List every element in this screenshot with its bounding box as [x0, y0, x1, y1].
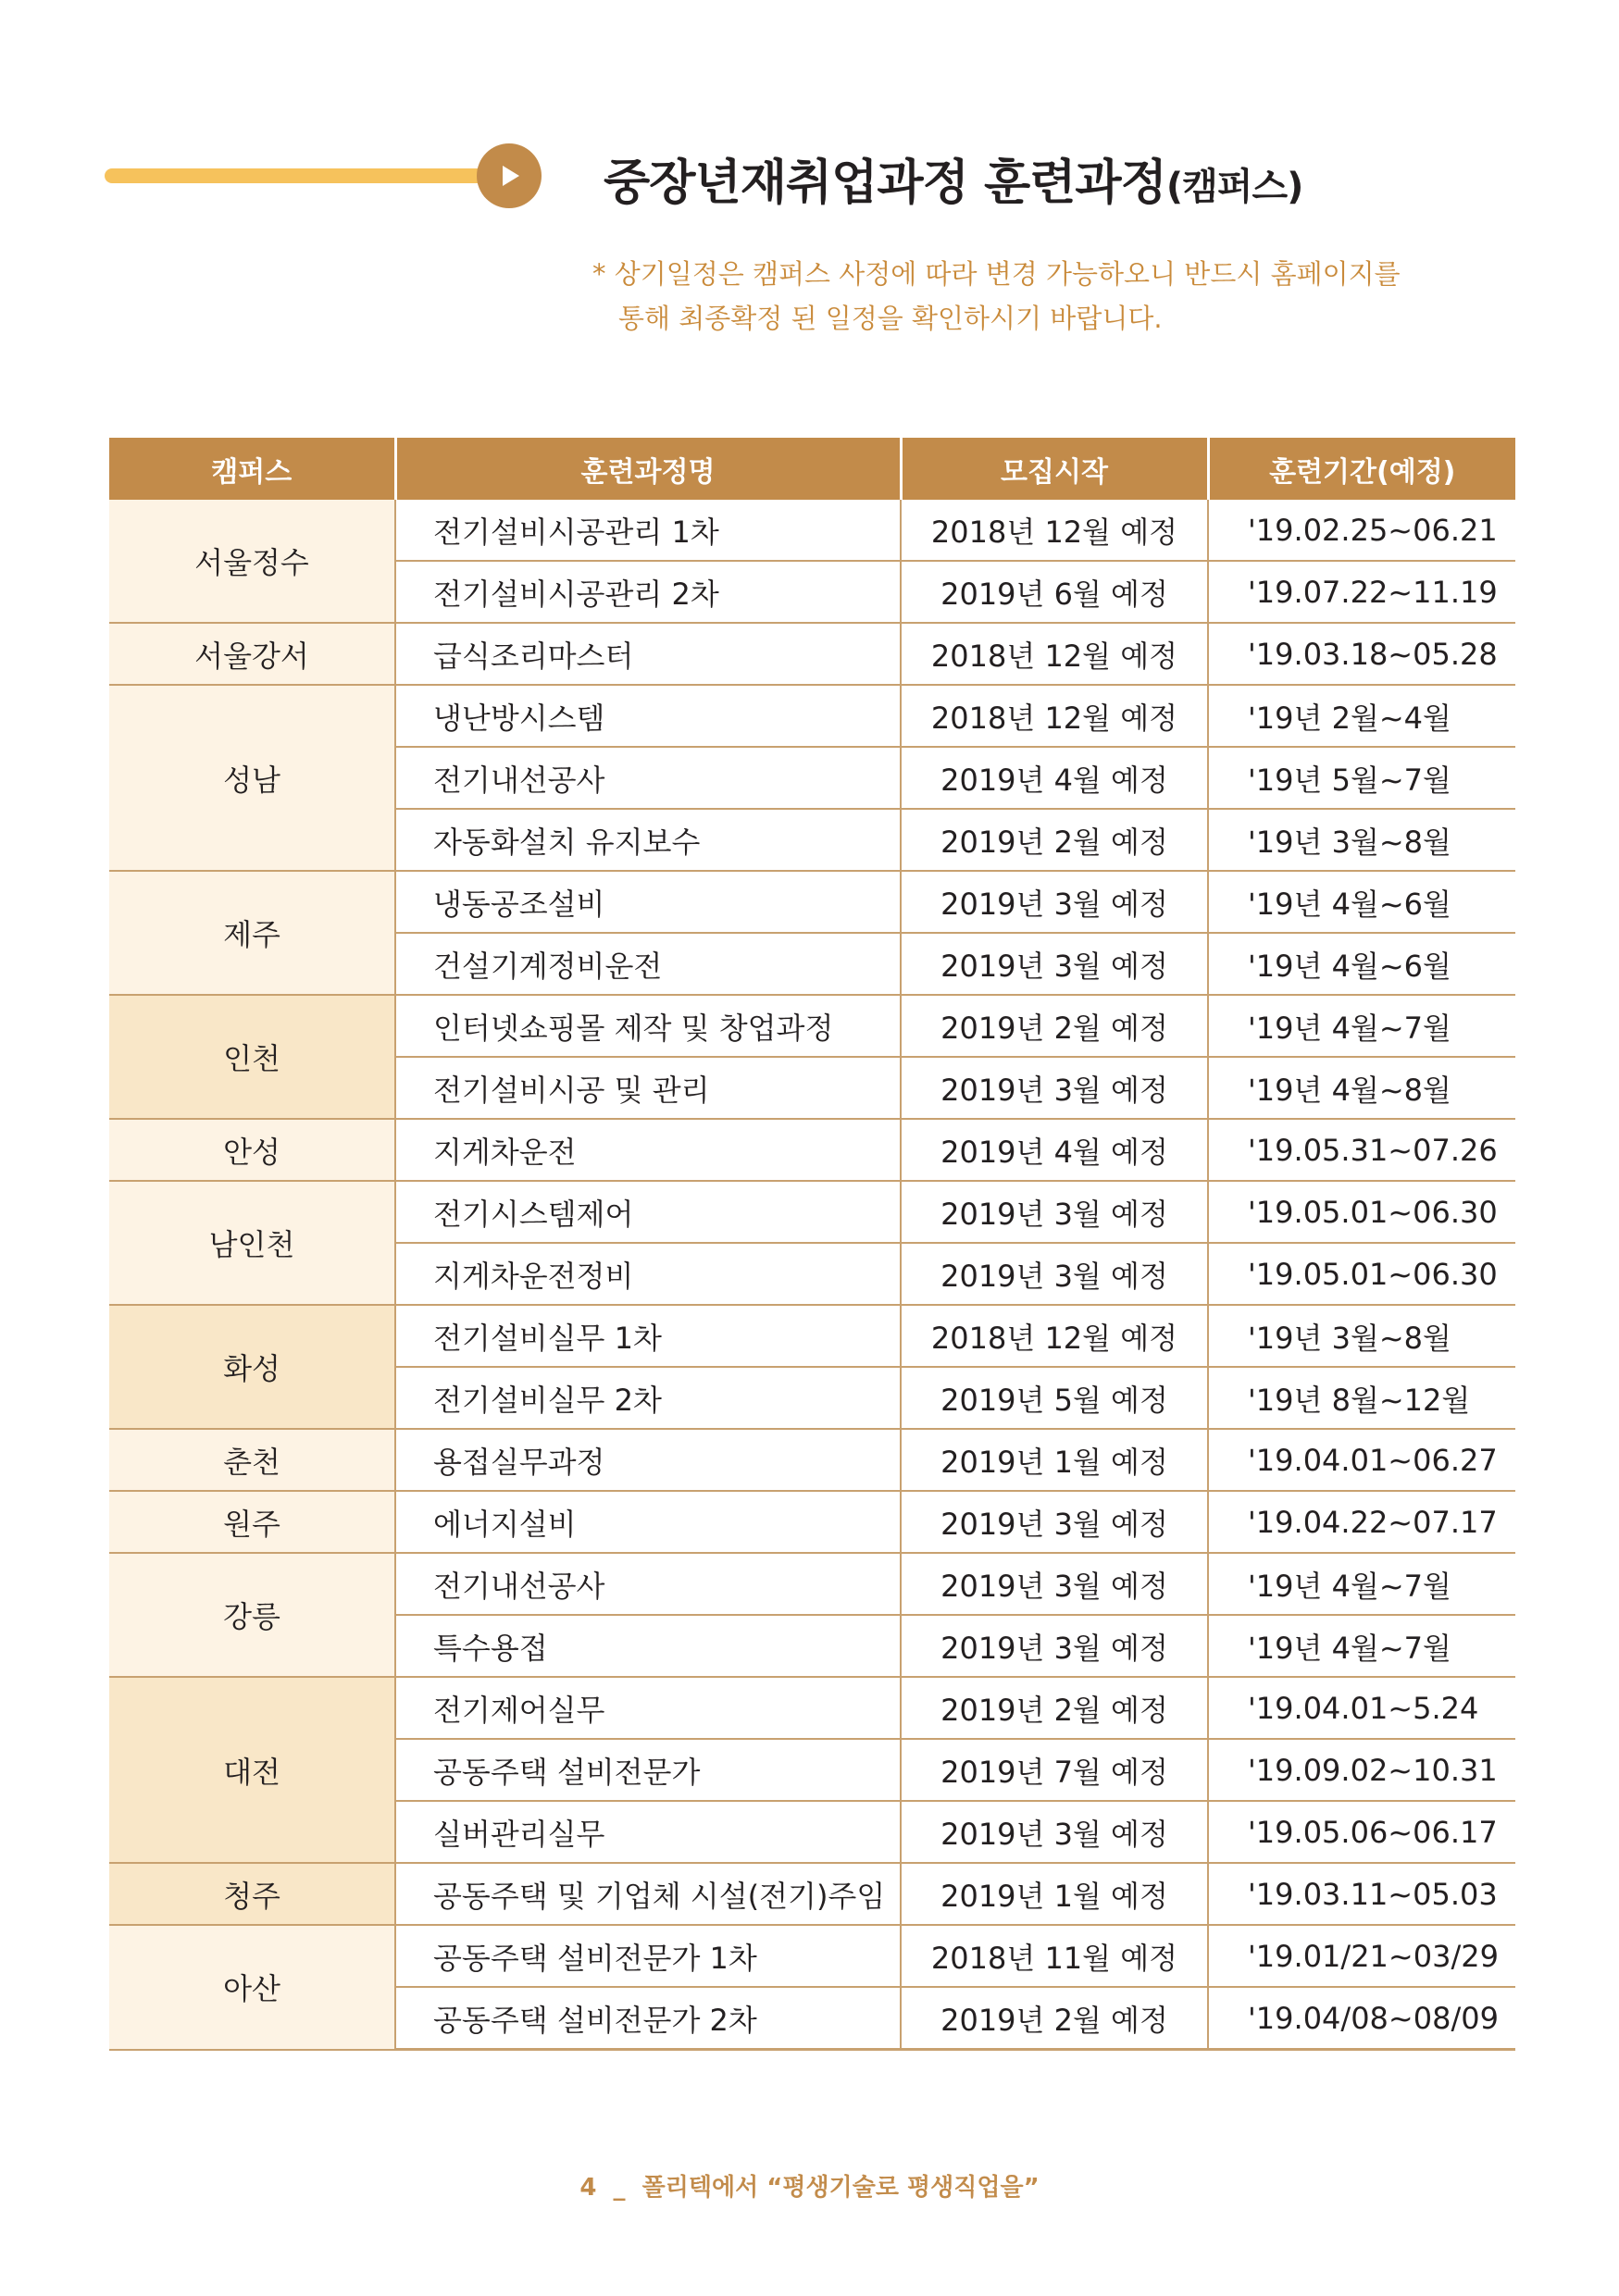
- table-row: [109, 1429, 1515, 1491]
- recruit-cell: 2019년 3월 예정: [901, 1801, 1208, 1863]
- period-cell: '19년 4월~6월: [1208, 871, 1515, 933]
- course-cell: 에너지설비: [395, 1491, 901, 1553]
- campus-cell: 인천: [109, 995, 395, 1119]
- recruit-cell: 2018년 12월 예정: [901, 623, 1208, 685]
- period-cell: '19년 4월~7월: [1208, 1615, 1515, 1677]
- recruit-cell: 2019년 2월 예정: [901, 995, 1208, 1057]
- campus-cell: 제주: [109, 871, 395, 995]
- table-row: [109, 995, 1515, 1057]
- period-cell: '19.05.01~06.30: [1208, 1243, 1515, 1305]
- recruit-cell: 2018년 12월 예정: [901, 685, 1208, 747]
- recruit-cell: 2019년 2월 예정: [901, 1677, 1208, 1739]
- course-cell: 급식조리마스터: [395, 623, 901, 685]
- recruit-cell: 2019년 2월 예정: [901, 1987, 1208, 2050]
- period-cell: '19.05.01~06.30: [1208, 1181, 1515, 1243]
- course-cell: 전기설비시공관리 2차: [395, 561, 901, 623]
- notice-line-1: * 상기일정은 캠퍼스 사정에 따라 변경 가능하오니 반드시 홈페이지를: [592, 258, 1401, 290]
- title-suffix: (캠퍼스): [1165, 166, 1303, 208]
- campus-cell: 아산: [109, 1925, 395, 2050]
- course-cell: 지게차운전: [395, 1119, 901, 1181]
- period-cell: '19.04.01~06.27: [1208, 1429, 1515, 1491]
- header-period: 훈련기간(예정): [1208, 438, 1515, 500]
- recruit-cell: 2018년 12월 예정: [901, 500, 1208, 561]
- period-cell: '19년 3월~8월: [1208, 1305, 1515, 1367]
- table-row: [109, 1119, 1515, 1181]
- campus-cell: 서울강서: [109, 623, 395, 685]
- table-row: [109, 623, 1515, 685]
- course-cell: 실버관리실무: [395, 1801, 901, 1863]
- page-title: [604, 143, 1302, 213]
- recruit-cell: 2019년 3월 예정: [901, 933, 1208, 995]
- period-cell: '19.04.22~07.17: [1208, 1491, 1515, 1553]
- recruit-cell: 2019년 4월 예정: [901, 747, 1208, 809]
- table-row: [109, 1181, 1515, 1243]
- period-cell: '19.03.11~05.03: [1208, 1863, 1515, 1925]
- period-cell: '19년 4월~6월: [1208, 933, 1515, 995]
- recruit-cell: 2019년 1월 예정: [901, 1429, 1208, 1491]
- footer-separator: _: [613, 2174, 626, 2202]
- campus-cell: 대전: [109, 1677, 395, 1863]
- recruit-cell: 2018년 11월 예정: [901, 1925, 1208, 1987]
- table-row: [109, 1491, 1515, 1553]
- title-main: 중장년재취업과정 훈련과정: [604, 155, 1166, 211]
- campus-cell: 서울정수: [109, 500, 395, 623]
- period-cell: '19.01/21~03/29: [1208, 1925, 1515, 1987]
- course-cell: 용접실무과정: [395, 1429, 901, 1491]
- course-cell: 전기설비시공관리 1차: [395, 500, 901, 561]
- period-cell: '19년 8월~12월: [1208, 1367, 1515, 1429]
- course-cell: 전기시스템제어: [395, 1181, 901, 1243]
- table-row: [109, 1925, 1515, 1987]
- course-cell: 냉난방시스템: [395, 685, 901, 747]
- recruit-cell: 2019년 4월 예정: [901, 1119, 1208, 1181]
- campus-cell: 성남: [109, 685, 395, 871]
- table-row: [109, 1553, 1515, 1615]
- course-cell: 냉동공조설비: [395, 871, 901, 933]
- page-footer: [0, 2168, 1619, 2203]
- recruit-cell: 2019년 2월 예정: [901, 809, 1208, 871]
- period-cell: '19년 4월~7월: [1208, 1553, 1515, 1615]
- campus-cell: 남인천: [109, 1181, 395, 1305]
- schedule-table: [109, 438, 1515, 2051]
- campus-cell: 화성: [109, 1305, 395, 1429]
- header-recruit: 모집시작: [901, 438, 1208, 500]
- table-row: [109, 500, 1515, 561]
- table-row: [109, 685, 1515, 747]
- header-course: 훈련과정명: [395, 438, 901, 500]
- period-cell: '19.04/08~08/09: [1208, 1987, 1515, 2050]
- play-icon: [477, 143, 542, 208]
- campus-cell: 강릉: [109, 1553, 395, 1677]
- notice: [592, 252, 1401, 341]
- course-cell: 공동주택 및 기업체 시설(전기)주임: [395, 1863, 901, 1925]
- table-body: [109, 500, 1515, 2050]
- course-cell: 전기설비시공 및 관리: [395, 1057, 901, 1119]
- period-cell: '19년 4월~8월: [1208, 1057, 1515, 1119]
- title-accent-bar: [105, 168, 540, 183]
- recruit-cell: 2019년 3월 예정: [901, 871, 1208, 933]
- table-row: [109, 1677, 1515, 1739]
- course-cell: 전기설비실무 2차: [395, 1367, 901, 1429]
- notice-line-2: 통해 최종확정 된 일정을 확인하시기 바랍니다.: [618, 303, 1163, 334]
- course-cell: 지게차운전정비: [395, 1243, 901, 1305]
- course-cell: 공동주택 설비전문가 1차: [395, 1925, 901, 1987]
- table-header-row: [109, 438, 1515, 500]
- campus-cell: 청주: [109, 1863, 395, 1925]
- campus-cell: 안성: [109, 1119, 395, 1181]
- period-cell: '19.04.01~5.24: [1208, 1677, 1515, 1739]
- recruit-cell: 2019년 1월 예정: [901, 1863, 1208, 1925]
- course-cell: 인터넷쇼핑몰 제작 및 창업과정: [395, 995, 901, 1057]
- table-row: [109, 871, 1515, 933]
- campus-cell: 춘천: [109, 1429, 395, 1491]
- header-campus: 캠퍼스: [109, 438, 395, 500]
- period-cell: '19년 5월~7월: [1208, 747, 1515, 809]
- course-cell: 건설기계정비운전: [395, 933, 901, 995]
- table-row: [109, 1863, 1515, 1925]
- period-cell: '19.03.18~05.28: [1208, 623, 1515, 685]
- page-number: 4: [579, 2174, 597, 2202]
- recruit-cell: 2019년 3월 예정: [901, 1057, 1208, 1119]
- campus-cell: 원주: [109, 1491, 395, 1553]
- course-cell: 특수용접: [395, 1615, 901, 1677]
- recruit-cell: 2019년 3월 예정: [901, 1553, 1208, 1615]
- recruit-cell: 2019년 7월 예정: [901, 1739, 1208, 1801]
- recruit-cell: 2018년 12월 예정: [901, 1305, 1208, 1367]
- recruit-cell: 2019년 3월 예정: [901, 1615, 1208, 1677]
- course-cell: 전기내선공사: [395, 1553, 901, 1615]
- period-cell: '19.02.25~06.21: [1208, 500, 1515, 561]
- period-cell: '19.05.31~07.26: [1208, 1119, 1515, 1181]
- period-cell: '19.07.22~11.19: [1208, 561, 1515, 623]
- footer-slogan: 폴리텍에서 “평생기술로 평생직업을”: [641, 2174, 1040, 2202]
- course-cell: 자동화설치 유지보수: [395, 809, 901, 871]
- course-cell: 전기설비실무 1차: [395, 1305, 901, 1367]
- course-cell: 공동주택 설비전문가: [395, 1739, 901, 1801]
- period-cell: '19년 2월~4월: [1208, 685, 1515, 747]
- course-cell: 전기내선공사: [395, 747, 901, 809]
- recruit-cell: 2019년 3월 예정: [901, 1181, 1208, 1243]
- period-cell: '19.09.02~10.31: [1208, 1739, 1515, 1801]
- recruit-cell: 2019년 5월 예정: [901, 1367, 1208, 1429]
- period-cell: '19년 3월~8월: [1208, 809, 1515, 871]
- period-cell: '19.05.06~06.17: [1208, 1801, 1515, 1863]
- recruit-cell: 2019년 6월 예정: [901, 561, 1208, 623]
- course-cell: 전기제어실무: [395, 1677, 901, 1739]
- table-row: [109, 1305, 1515, 1367]
- period-cell: '19년 4월~7월: [1208, 995, 1515, 1057]
- recruit-cell: 2019년 3월 예정: [901, 1491, 1208, 1553]
- course-cell: 공동주택 설비전문가 2차: [395, 1987, 901, 2050]
- recruit-cell: 2019년 3월 예정: [901, 1243, 1208, 1305]
